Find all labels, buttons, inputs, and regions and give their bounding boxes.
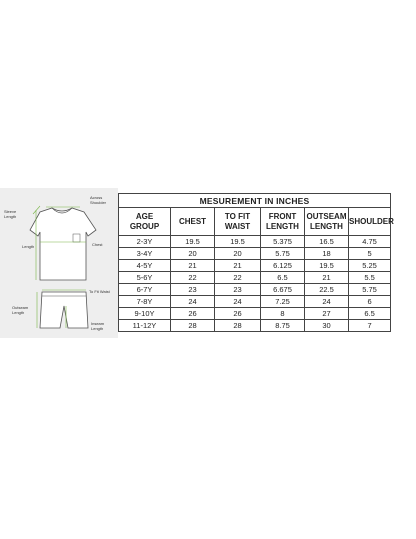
cell-waist: 22 bbox=[215, 272, 261, 284]
cell-front-length: 5.75 bbox=[261, 248, 305, 260]
cell-shoulder: 5.75 bbox=[349, 284, 391, 296]
table-row bbox=[119, 236, 391, 248]
cell-shoulder: 7 bbox=[349, 320, 391, 332]
cell-chest: 20 bbox=[171, 248, 215, 260]
cell-chest: 26 bbox=[171, 308, 215, 320]
header-age-group: AGE GROUP bbox=[119, 208, 171, 236]
header-chest: CHEST bbox=[171, 208, 215, 236]
table-row bbox=[119, 284, 391, 296]
cell-age: 7-8Y bbox=[119, 296, 171, 308]
table-row bbox=[119, 320, 391, 332]
table-row bbox=[119, 272, 391, 284]
table-title: MESUREMENT IN INCHES bbox=[119, 194, 391, 208]
cell-age: 4-5Y bbox=[119, 260, 171, 272]
header-outseam-length: OUTSEAM LENGTH bbox=[305, 208, 349, 236]
cell-shoulder: 6.5 bbox=[349, 308, 391, 320]
cell-age: 11-12Y bbox=[119, 320, 171, 332]
table-title-row bbox=[119, 194, 391, 208]
cell-chest: 22 bbox=[171, 272, 215, 284]
table-row bbox=[119, 248, 391, 260]
cell-front-length: 6.675 bbox=[261, 284, 305, 296]
garment-drawing bbox=[0, 188, 118, 338]
cell-waist: 21 bbox=[215, 260, 261, 272]
cell-front-length: 5.375 bbox=[261, 236, 305, 248]
label-outseam-length: Outseam Length bbox=[12, 305, 29, 315]
table-row bbox=[119, 308, 391, 320]
label-inseam-length: Inseam Length bbox=[91, 321, 105, 331]
cell-waist: 26 bbox=[215, 308, 261, 320]
cell-outseam: 22.5 bbox=[305, 284, 349, 296]
header-front-length: FRONT LENGTH bbox=[261, 208, 305, 236]
cell-age: 6-7Y bbox=[119, 284, 171, 296]
cell-front-length: 6.125 bbox=[261, 260, 305, 272]
cell-age: 3-4Y bbox=[119, 248, 171, 260]
cell-outseam: 19.5 bbox=[305, 260, 349, 272]
cell-outseam: 21 bbox=[305, 272, 349, 284]
cell-front-length: 8.75 bbox=[261, 320, 305, 332]
cell-front-length: 7.25 bbox=[261, 296, 305, 308]
cell-outseam: 18 bbox=[305, 248, 349, 260]
cell-shoulder: 5.5 bbox=[349, 272, 391, 284]
cell-outseam: 30 bbox=[305, 320, 349, 332]
cell-front-length: 6.5 bbox=[261, 272, 305, 284]
cell-waist: 24 bbox=[215, 296, 261, 308]
header-to-fit-waist: TO FIT WAIST bbox=[215, 208, 261, 236]
cell-waist: 20 bbox=[215, 248, 261, 260]
cell-waist: 28 bbox=[215, 320, 261, 332]
label-to-fit-waist: To Fit Waist bbox=[89, 289, 110, 294]
cell-front-length: 8 bbox=[261, 308, 305, 320]
size-chart-table bbox=[118, 193, 394, 332]
cell-chest: 28 bbox=[171, 320, 215, 332]
header-shoulder: SHOULDER bbox=[349, 208, 391, 236]
cell-chest: 21 bbox=[171, 260, 215, 272]
label-sleeve-length: Sleeve Length bbox=[4, 209, 17, 219]
cell-age: 5-6Y bbox=[119, 272, 171, 284]
cell-age: 9-10Y bbox=[119, 308, 171, 320]
table-row bbox=[119, 260, 391, 272]
label-length: Length bbox=[22, 244, 35, 249]
garment-diagram bbox=[0, 188, 118, 338]
tshirt-outline bbox=[30, 208, 96, 280]
table-row bbox=[119, 296, 391, 308]
cell-shoulder: 5.25 bbox=[349, 260, 391, 272]
cell-chest: 19.5 bbox=[171, 236, 215, 248]
cell-outseam: 16.5 bbox=[305, 236, 349, 248]
cell-waist: 23 bbox=[215, 284, 261, 296]
cell-chest: 24 bbox=[171, 296, 215, 308]
shorts-outline bbox=[40, 292, 88, 328]
label-across-shoulder: Across Shoulder bbox=[90, 195, 107, 205]
cell-shoulder: 4.75 bbox=[349, 236, 391, 248]
label-chest: Chest bbox=[92, 242, 103, 247]
cell-outseam: 27 bbox=[305, 308, 349, 320]
cell-outseam: 24 bbox=[305, 296, 349, 308]
table-header-row bbox=[119, 208, 391, 236]
cell-chest: 23 bbox=[171, 284, 215, 296]
cell-shoulder: 5 bbox=[349, 248, 391, 260]
cell-age: 2-3Y bbox=[119, 236, 171, 248]
cell-shoulder: 6 bbox=[349, 296, 391, 308]
cell-waist: 19.5 bbox=[215, 236, 261, 248]
